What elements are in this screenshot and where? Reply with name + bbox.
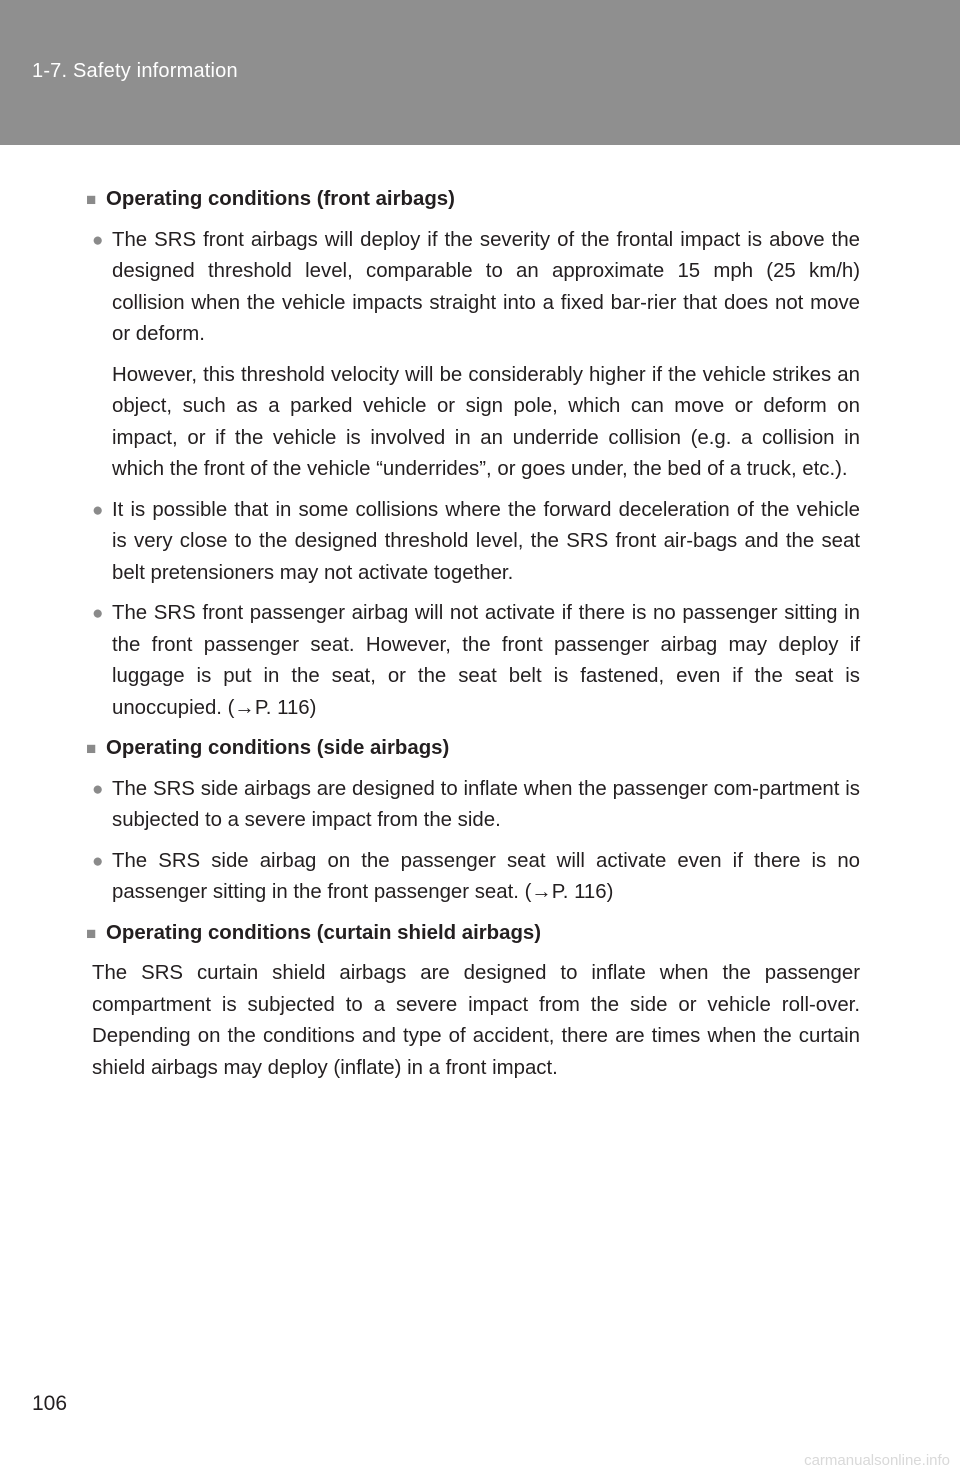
list-item [86,225,860,351]
circle-bullet-icon: ● [92,850,104,872]
watermark-text: carmanualsonline.info [804,1452,950,1469]
paragraph: However, this threshold velocity will be considerably higher if the vehicle strikes an object, such as a parked vehicle or sign pole, which can move or deform on impact, or if the vehicle is involved in an underride collision (e.g. a collision in which the front of the vehicle “underrides”, or goes under, the bed of a truck, etc.). [112,363,860,480]
circle-bullet-icon: ● [92,603,104,624]
heading-text: Operating conditions (side airbags) [106,737,450,759]
list-item-text: The SRS side airbags are designed to inflate when the passenger com-partment is subjected to a severe impact from the side. [112,777,860,831]
section-heading-side-airbags [86,733,860,765]
header-band [0,0,960,145]
circle-bullet-icon: ● [92,499,104,521]
heading-text: Operating conditions (front airbags) [106,188,455,210]
square-bullet-icon: ■ [86,190,97,209]
list-item-text: It is possible that in some collisions where the forward deceleration of the vehicle is very close to the designed threshold level, the SRS front air-bags and the seat belt pretensioners may not activate together. [112,498,860,584]
list-item [86,846,860,909]
square-bullet-icon: ■ [86,739,97,758]
list-item [86,598,860,724]
square-bullet-icon: ■ [86,923,97,943]
list-item-text: The SRS front airbags will deploy if the severity of the frontal impact is above the designed threshold level, comparable to an approximate 15 mph (25 km/h) collision when the vehicle impacts straight into a fixed bar-rier that does not move or deform. [112,228,860,345]
page-number: 106 [32,1392,68,1415]
list-item-text: The SRS front passenger airbag will not activate if there is no passenger sitting in the front passenger seat. However, the front passenger airbag may deploy if luggage is put in the seat, or the seat belt is fastened, even if the seat is unoccupied. (→P. 116) [112,602,860,719]
paragraph: The SRS curtain shield airbags are designed to inflate when the passenger compartment is subjected to a severe impact from the side or vehicle roll-over. Depending on the conditions and type of accident, there are times when the curtain shield airbags may deploy (inflate) in a front impact. [92,962,860,1079]
section-heading-curtain-airbags [86,918,860,950]
list-item [86,495,860,590]
circle-bullet-icon: ● [92,778,104,800]
section-title: 1-7. Safety information [32,60,238,82]
list-item [86,774,860,837]
section-heading-front-airbags [86,184,860,216]
page-content [86,184,860,1093]
list-item-text: The SRS side airbag on the passenger seat will activate even if there is no passenger sitting in the front passenger seat. (→P. 116) [112,849,860,903]
heading-text: Operating conditions (curtain shield airbags) [106,921,542,944]
circle-bullet-icon: ● [92,229,104,251]
